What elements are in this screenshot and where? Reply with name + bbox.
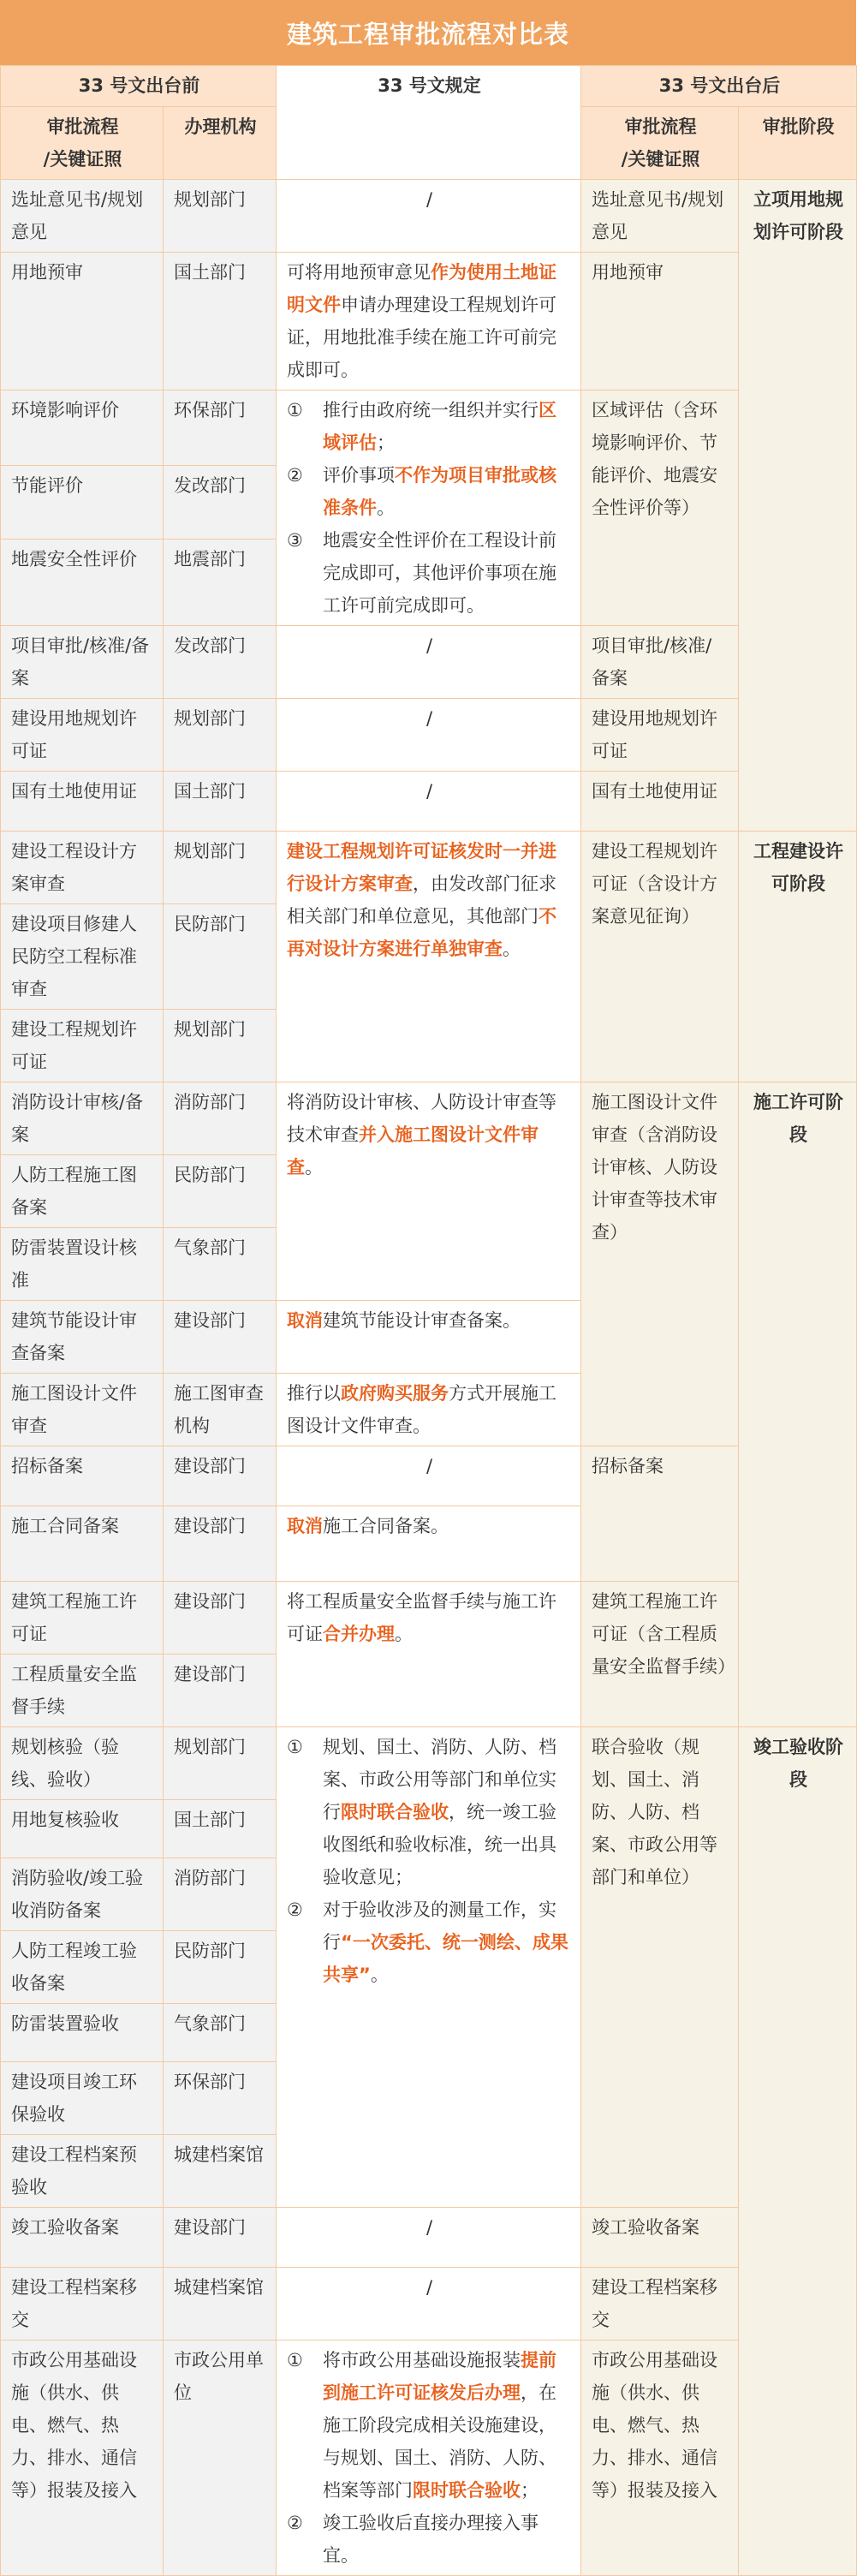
after-cell: 招标备案	[581, 1446, 739, 1582]
process-cell: 规划核验（验线、验收）	[1, 1727, 164, 1800]
rule-cell: /	[277, 772, 581, 832]
comparison-table	[0, 65, 857, 2576]
rule-text: 方式开展施工图设计文件审查。	[287, 1383, 557, 1436]
agency-cell: 气象部门	[164, 2004, 277, 2062]
agency-cell: 规划部门	[164, 180, 277, 253]
rule-item	[287, 394, 572, 459]
rule-text: ，统一竣工验收图纸和验收标准，统一出具验收意见；	[323, 1802, 557, 1887]
after-cell: 建筑工程施工许可证（含工程质量安全监督手续）	[581, 1582, 739, 1727]
rule-highlight: 建设工程规划许可证核发时一并进行设计方案审查	[287, 841, 557, 894]
table-row	[1, 2268, 857, 2340]
rule-item	[287, 1893, 572, 1991]
table-row	[1, 1727, 857, 1800]
process-cell: 施工合同备案	[1, 1506, 164, 1582]
rule-text: 地震安全性评价在工程设计前完成即可，其他评价事项在施工许可前完成即可。	[323, 530, 557, 616]
process-cell: 工程质量安全监督手续	[1, 1655, 164, 1727]
header-process: 审批流程 /关键证照	[1, 107, 164, 180]
rule-item-number: ①	[287, 2350, 303, 2370]
table-row	[1, 253, 857, 391]
process-cell: 国有土地使用证	[1, 772, 164, 832]
table-title: 建筑工程审批流程对比表	[0, 0, 856, 65]
agency-cell: 国土部门	[164, 253, 277, 391]
agency-cell: 规划部门	[164, 699, 277, 772]
rule-text: 推行以	[287, 1383, 342, 1404]
process-cell: 建设工程档案预验收	[1, 2135, 164, 2208]
process-cell: 环境影响评价	[1, 391, 164, 466]
process-cell: 用地复核验收	[1, 1800, 164, 1858]
after-cell: 区域评估（含环境影响评价、节能评价、地震安全性评价等）	[581, 391, 739, 626]
agency-cell: 民防部门	[164, 904, 277, 1010]
rule-text: ；	[377, 432, 396, 453]
after-cell: 联合验收（规划、国土、消防、人防、档案、市政公用等部门和单位）	[581, 1727, 739, 2208]
rule-item	[287, 459, 572, 524]
table-row	[1, 2340, 857, 2576]
process-cell: 消防验收/竣工验收消防备案	[1, 1858, 164, 1931]
stage-cell: 立项用地规划许可阶段	[739, 180, 857, 832]
agency-cell: 城建档案馆	[164, 2135, 277, 2208]
agency-cell: 建设部门	[164, 1582, 277, 1655]
table-row	[1, 626, 857, 699]
rule-text: 可将用地预审意见	[287, 262, 431, 283]
rule-highlight: 限时联合验收	[341, 1802, 449, 1822]
agency-cell: 发改部门	[164, 626, 277, 699]
header-stage: 审批阶段	[739, 107, 857, 180]
rule-cell: /	[277, 2208, 581, 2268]
rule-text: 施工合同备案。	[323, 1516, 449, 1536]
rule-item-number: ②	[287, 1899, 303, 1920]
table-row	[1, 2208, 857, 2268]
rule-text: 申请办理建设工程规划许可证，用地批准手续在施工许可前完成即可。	[287, 295, 557, 380]
rule-cell: /	[277, 626, 581, 699]
process-cell: 施工图设计文件审查	[1, 1374, 164, 1446]
process-cell: 招标备案	[1, 1446, 164, 1506]
process-cell: 项目审批/核准/备案	[1, 626, 164, 699]
rule-cell: /	[277, 2268, 581, 2340]
agency-cell: 建设部门	[164, 1655, 277, 1727]
rule-text: 将消防设计审核、人防设计审查等技术审查	[287, 1092, 557, 1145]
rule-text: 。	[370, 1965, 389, 1985]
process-cell: 防雷装置验收	[1, 2004, 164, 2062]
rule-cell: /	[277, 180, 581, 253]
agency-cell: 国土部门	[164, 1800, 277, 1858]
rule-cell	[277, 2340, 581, 2576]
rule-highlight: 取消	[287, 1516, 324, 1536]
after-cell: 项目审批/核准/备案	[581, 626, 739, 699]
process-cell: 市政公用基础设施（供水、供电、燃气、热力、排水、通信等）报装及接入	[1, 2340, 164, 2576]
rule-text: 建筑节能设计审查备案。	[323, 1310, 521, 1331]
rule-text: 推行由政府统一组织并实行	[323, 400, 539, 420]
rule-item	[287, 2507, 572, 2572]
process-cell: 建设项目修建人民防空工程标准审查	[1, 904, 164, 1010]
agency-cell: 建设部门	[164, 2208, 277, 2268]
process-cell: 人防工程施工图备案	[1, 1155, 164, 1228]
rule-item-number: ②	[287, 2513, 303, 2533]
rule-cell	[277, 1301, 581, 1374]
rule-text: 对于验收涉及的测量工作，实行	[323, 1899, 557, 1953]
rule-item	[287, 2344, 572, 2507]
agency-cell: 环保部门	[164, 2062, 277, 2135]
agency-cell: 消防部门	[164, 1858, 277, 1931]
rule-item	[287, 524, 572, 622]
process-cell: 用地预审	[1, 253, 164, 391]
table-row	[1, 1082, 857, 1155]
after-cell: 建设工程档案移交	[581, 2268, 739, 2340]
agency-cell: 气象部门	[164, 1228, 277, 1301]
after-cell: 市政公用基础设施（供水、供电、燃气、热力、排水、通信等）报装及接入	[581, 2340, 739, 2576]
agency-cell: 规划部门	[164, 832, 277, 904]
rule-item	[287, 1731, 572, 1893]
rule-highlight: 不作为项目审批或核准条件	[323, 465, 557, 518]
header-after: 33 号文出台后	[581, 66, 857, 107]
rule-item-number: ③	[287, 530, 303, 551]
rule-cell	[277, 832, 581, 1082]
rule-highlight: 区域评估	[323, 400, 557, 453]
rule-text: 。	[503, 939, 521, 959]
rule-cell	[277, 1582, 581, 1727]
stage-cell: 工程建设许可阶段	[739, 832, 857, 1082]
agency-cell: 消防部门	[164, 1082, 277, 1155]
agency-cell: 国土部门	[164, 772, 277, 832]
process-cell: 建设工程设计方案审查	[1, 832, 164, 904]
agency-cell: 市政公用单位	[164, 2340, 277, 2576]
process-cell: 防雷装置设计核准	[1, 1228, 164, 1301]
rule-text: 。	[377, 498, 396, 518]
rule-cell	[277, 1374, 581, 1446]
rule-cell	[277, 1727, 581, 2208]
rule-text: 竣工验收后直接办理接入事宜。	[323, 2513, 539, 2566]
rule-highlight: 合并办理	[323, 1624, 396, 1644]
rule-text: 。	[395, 1624, 414, 1644]
process-cell: 地震安全性评价	[1, 540, 164, 626]
rule-cell	[277, 1082, 581, 1301]
after-cell: 国有土地使用证	[581, 772, 739, 832]
process-cell: 竣工验收备案	[1, 2208, 164, 2268]
table-row	[1, 391, 857, 466]
process-cell: 选址意见书/规划意见	[1, 180, 164, 253]
process-cell: 建设项目竣工环保验收	[1, 2062, 164, 2135]
rule-cell	[277, 1506, 581, 1582]
agency-cell: 城建档案馆	[164, 2268, 277, 2340]
process-cell: 节能评价	[1, 466, 164, 540]
header-agency: 办理机构	[164, 107, 277, 180]
stage-cell: 施工许可阶段	[739, 1082, 857, 1727]
agency-cell: 建设部门	[164, 1301, 277, 1374]
rule-item-number: ②	[287, 465, 303, 486]
rule-text: 规划、国土、消防、人防、档案、市政公用等部门和单位实行	[323, 1737, 557, 1822]
after-cell: 用地预审	[581, 253, 739, 391]
header-before: 33 号文出台前	[1, 66, 277, 107]
agency-cell: 发改部门	[164, 466, 277, 540]
rule-cell: /	[277, 1446, 581, 1506]
rule-text: 。	[305, 1157, 324, 1178]
rule-cell	[277, 253, 581, 391]
agency-cell: 建设部门	[164, 1446, 277, 1506]
table-row	[1, 180, 857, 253]
rule-text: 将工程质量安全监督手续与施工许可证	[287, 1591, 557, 1644]
rule-highlight: 限时联合验收	[413, 2480, 521, 2501]
rule-highlight: 取消	[287, 1310, 324, 1331]
agency-cell: 环保部门	[164, 391, 277, 466]
after-cell: 建设工程规划许可证（含设计方案意见征询）	[581, 832, 739, 1082]
table-row	[1, 832, 857, 904]
after-cell: 施工图设计文件审查（含消防设计审核、人防设计审查等技术审查）	[581, 1082, 739, 1446]
agency-cell: 民防部门	[164, 1155, 277, 1228]
process-cell: 建设用地规划许可证	[1, 699, 164, 772]
header-rule: 33 号文规定	[277, 66, 581, 180]
agency-cell: 规划部门	[164, 1727, 277, 1800]
rule-item-number: ①	[287, 1737, 303, 1757]
rule-highlight: 政府购买服务	[341, 1383, 449, 1404]
after-cell: 竣工验收备案	[581, 2208, 739, 2268]
rule-highlight: 提前到施工许可证核发后办理	[323, 2350, 557, 2403]
process-cell: 消防设计审核/备案	[1, 1082, 164, 1155]
rule-highlight: 作为使用土地证明文件	[287, 262, 557, 315]
rule-text: 评价事项	[323, 465, 396, 486]
table-row	[1, 699, 857, 772]
rule-highlight: 不再对设计方案进行单独审查	[287, 906, 557, 959]
rule-cell	[277, 391, 581, 626]
agency-cell: 民防部门	[164, 1931, 277, 2004]
rule-highlight: “一次委托、统一测绘、成果共享”	[323, 1932, 568, 1985]
rule-cell: /	[277, 699, 581, 772]
rule-text: ；	[521, 2480, 539, 2501]
rule-text: 将市政公用基础设施报装	[323, 2350, 521, 2370]
process-cell: 建筑节能设计审查备案	[1, 1301, 164, 1374]
process-cell: 人防工程竣工验收备案	[1, 1931, 164, 2004]
agency-cell: 规划部门	[164, 1010, 277, 1082]
rule-item-number: ①	[287, 400, 303, 420]
stage-cell: 竣工验收阶段	[739, 1727, 857, 2576]
after-cell: 选址意见书/规划意见	[581, 180, 739, 253]
rule-text: ，在施工阶段完成相关设施建设，与规划、国土、消防、人防、档案等部门	[323, 2382, 557, 2501]
agency-cell: 施工图审查机构	[164, 1374, 277, 1446]
process-cell: 建设工程规划许可证	[1, 1010, 164, 1082]
agency-cell: 地震部门	[164, 540, 277, 626]
header-process-after: 审批流程 /关键证照	[581, 107, 739, 180]
rule-highlight: 并入施工图设计文件审查	[287, 1124, 539, 1178]
header-row-1	[1, 66, 857, 107]
agency-cell: 建设部门	[164, 1506, 277, 1582]
rule-text: ，由发改部门征求相关部门和单位意见，其他部门	[287, 874, 557, 927]
table-row	[1, 772, 857, 832]
process-cell: 建设工程档案移交	[1, 2268, 164, 2340]
process-cell: 建筑工程施工许可证	[1, 1582, 164, 1655]
table-row	[1, 1582, 857, 1655]
table-row	[1, 1446, 857, 1506]
after-cell: 建设用地规划许可证	[581, 699, 739, 772]
